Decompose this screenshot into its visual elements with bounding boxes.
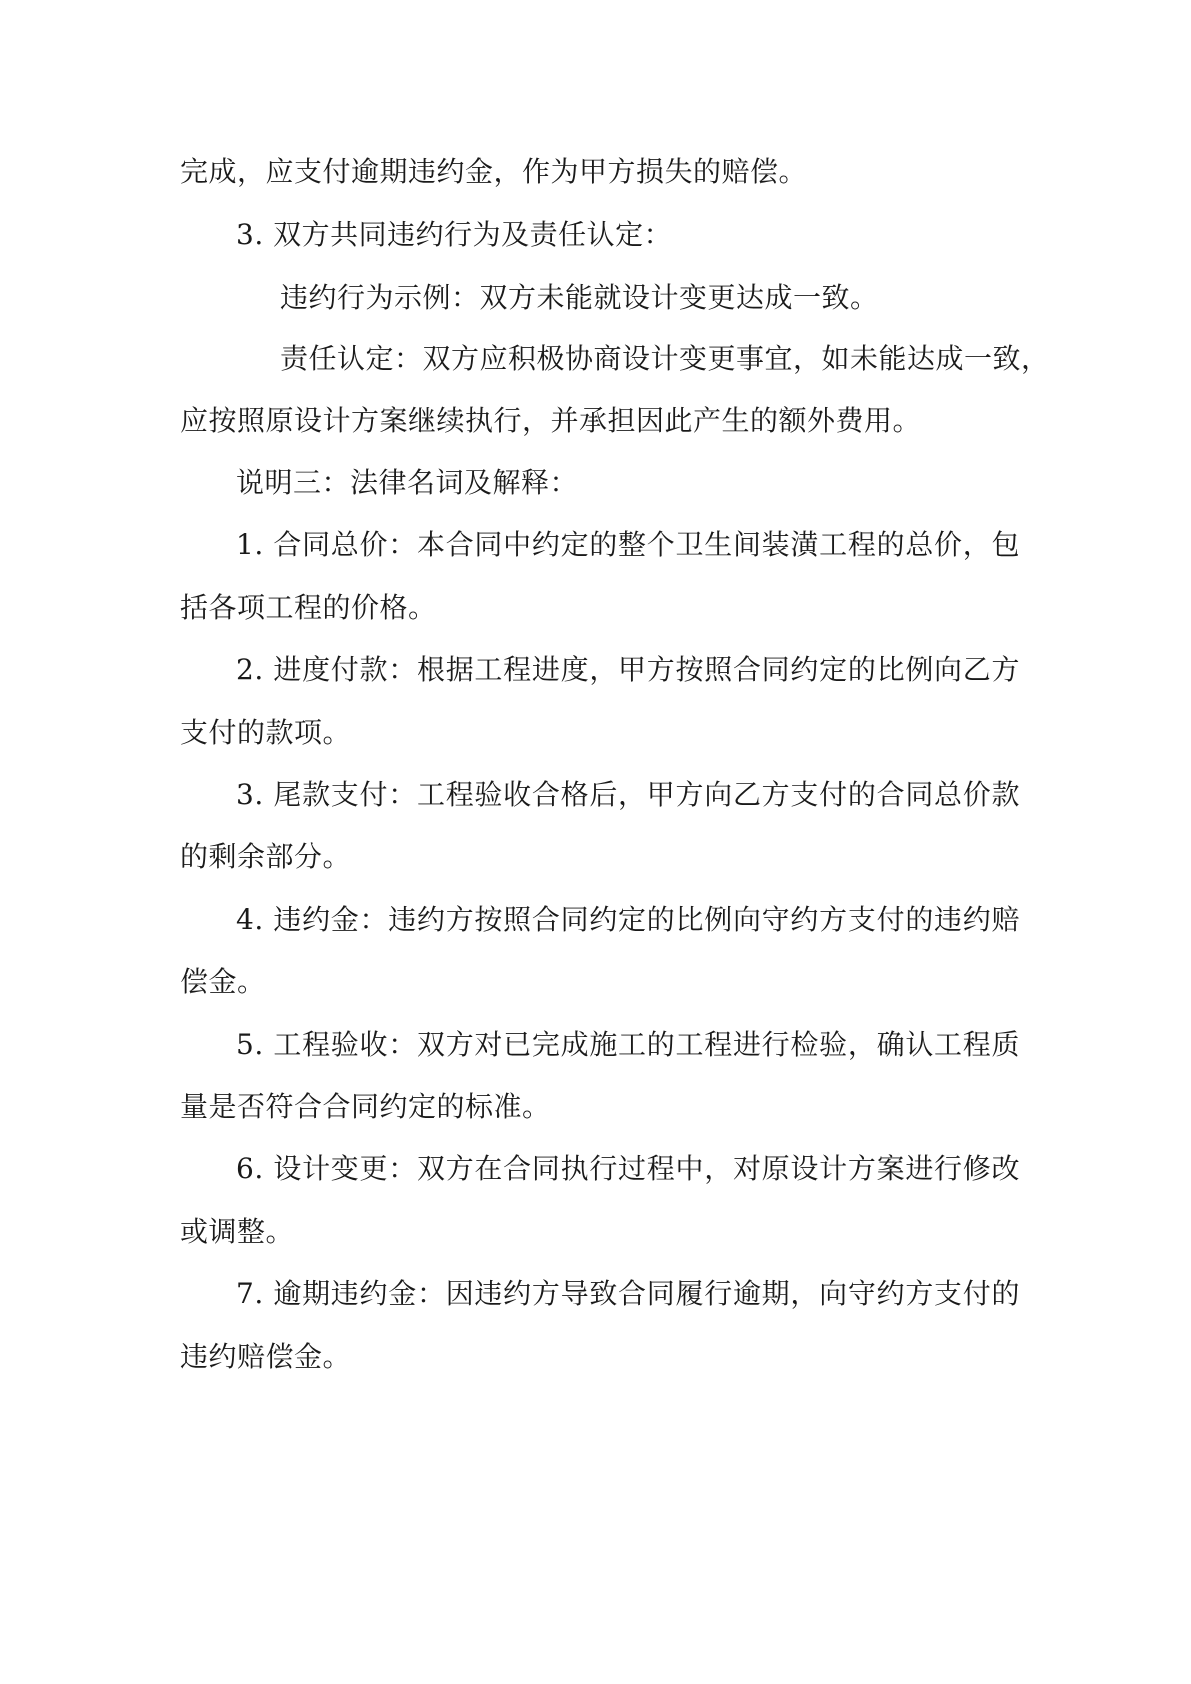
text-line: 应按照原设计方案继续执行，并承担因此产生的额外费用。 (180, 404, 922, 437)
list-item: 6. 设计变更：双方在合同执行过程中，对原设计方案进行修改 (236, 1152, 1020, 1185)
text-line: 完成，应支付逾期违约金，作为甲方损失的赔偿。 (180, 155, 808, 188)
text-line: 支付的款项。 (180, 716, 352, 749)
text-line: 责任认定：双方应积极协商设计变更事宜，如未能达成一致， (280, 342, 1050, 375)
text-line: 量是否符合合同约定的标准。 (180, 1090, 551, 1123)
text-line: 违约赔偿金。 (180, 1340, 352, 1373)
list-item: 5. 工程验收：双方对已完成施工的工程进行检验，确认工程质 (236, 1028, 1020, 1061)
list-item: 3. 双方共同违约行为及责任认定： (236, 218, 673, 251)
text-line: 括各项工程的价格。 (180, 591, 437, 624)
list-item: 7. 逾期违约金：因违约方导致合同履行逾期，向守约方支付的 (236, 1277, 1020, 1310)
list-item: 4. 违约金：违约方按照合同约定的比例向守约方支付的违约赔 (236, 903, 1020, 936)
text-line: 或调整。 (180, 1215, 295, 1248)
list-item: 3. 尾款支付：工程验收合格后，甲方向乙方支付的合同总价款 (236, 778, 1020, 811)
list-item: 1. 合同总价：本合同中约定的整个卫生间装潢工程的总价，包 (236, 528, 1020, 561)
list-item: 2. 进度付款：根据工程进度，甲方按照合同约定的比例向乙方 (236, 653, 1020, 686)
text-line: 的剩余部分。 (180, 840, 352, 873)
text-line: 违约行为示例：双方未能就设计变更达成一致。 (280, 281, 879, 314)
text-line: 偿金。 (180, 965, 266, 998)
section-heading: 说明三：法律名词及解释： (236, 466, 579, 499)
